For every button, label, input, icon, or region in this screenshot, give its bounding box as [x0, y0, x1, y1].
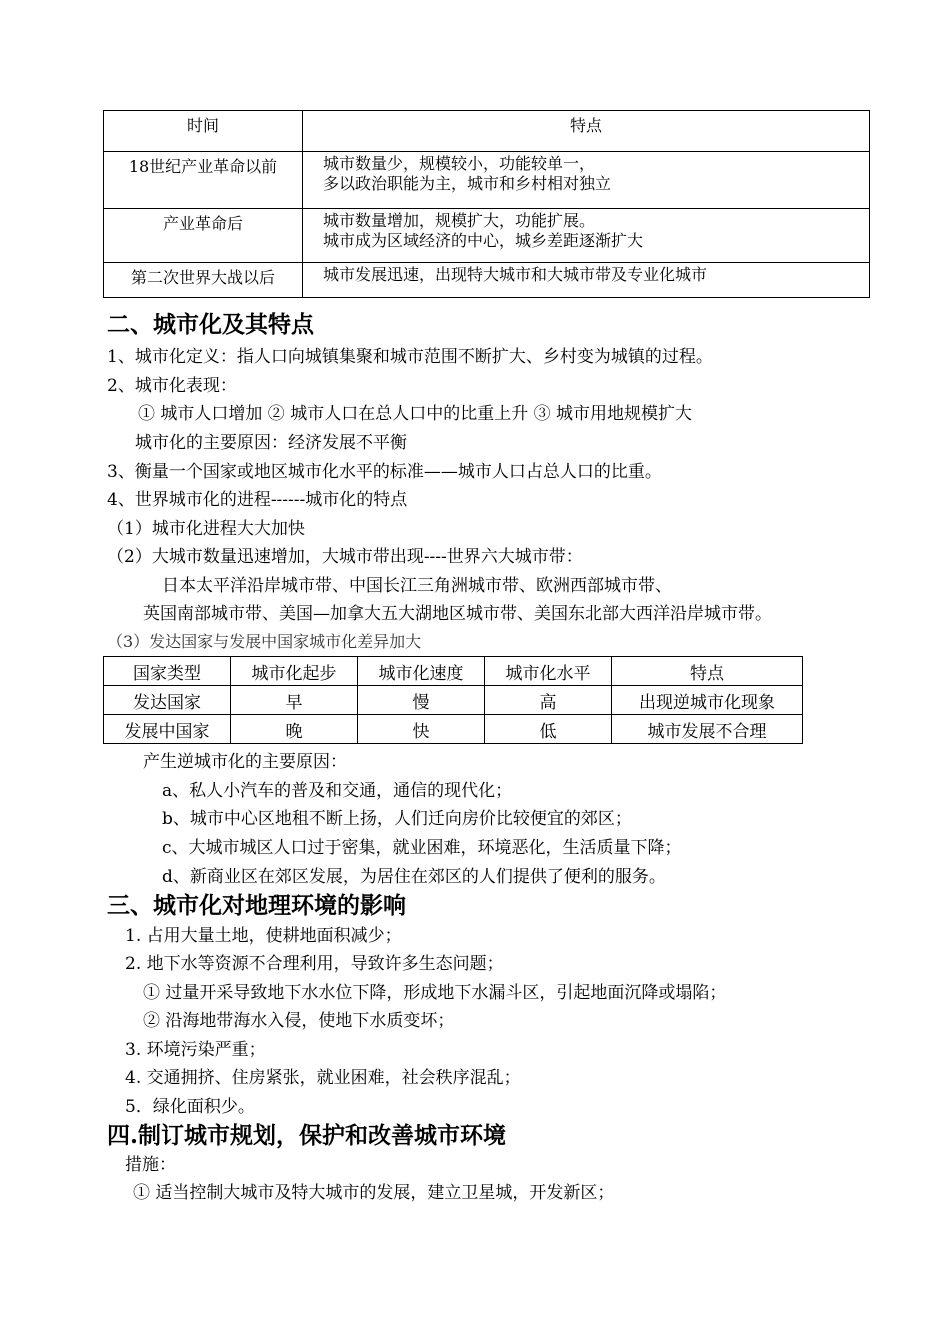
- text-line: 4、世界城市化的进程------城市化的特点: [107, 490, 408, 510]
- text-line: ① 适当控制大城市及特大城市的发展，建立卫星城，开发新区；: [133, 1183, 615, 1203]
- comparison-table: [103, 656, 803, 744]
- text-line: 英国南部城市带、美国—加拿大五大湖地区城市带、美国东北部大西洋沿岸城市带。: [143, 604, 772, 624]
- table-row: [104, 686, 803, 715]
- table-header-row: [104, 657, 803, 686]
- col-header: 城市化速度: [358, 657, 485, 686]
- text-line: ① 城市人口增加 ② 城市人口在总人口中的比重上升 ③ 城市用地规模扩大: [138, 404, 693, 424]
- col-header: 国家类型: [104, 657, 231, 686]
- text-line: d、新商业区在郊区发展，为居住在郊区的人们提供了便利的服务。: [162, 867, 666, 887]
- text-line: 日本太平洋沿岸城市带、中国长江三角洲城市带、欧洲西部城市带、: [162, 576, 672, 596]
- col-header-time: 时间: [104, 111, 303, 152]
- table-cell: 慢: [358, 686, 485, 715]
- text-line: 5．绿化面积少。: [125, 1097, 255, 1117]
- text-line: 产生逆城市化的主要原因：: [143, 752, 347, 772]
- table-cell: 晚: [231, 715, 358, 744]
- text-line: 3. 环境污染严重；: [125, 1040, 266, 1060]
- text-line: 措施：: [125, 1155, 176, 1175]
- text-line: 3、衡量一个国家或地区城市化水平的标准——城市人口占总人口的比重。: [107, 462, 662, 482]
- text-line: 1、城市化定义：指人口向城镇集聚和城市范围不断扩大、乡村变为城镇的过程。: [107, 347, 713, 367]
- cell-time: 产业革命后: [104, 209, 303, 263]
- table-cell: 发展中国家: [104, 715, 231, 744]
- table-cell: 早: [231, 686, 358, 715]
- text-line: 4. 交通拥挤、住房紧张，就业困难，社会秩序混乱；: [125, 1068, 521, 1088]
- text-line: 1. 占用大量土地，使耕地面积减少；: [125, 926, 402, 946]
- table-row: [104, 209, 870, 263]
- table-cell: 发达国家: [104, 686, 231, 715]
- cell-features: [303, 209, 870, 263]
- text-line: ① 过量开采导致地下水水位下降，形成地下水漏斗区，引起地面沉降或塌陷；: [143, 983, 727, 1003]
- feature-line: 多以政治职能为主，城市和乡村相对独立: [323, 174, 612, 193]
- text-line: 城市化的主要原因：经济发展不平衡: [135, 433, 407, 453]
- table-row: [104, 715, 803, 744]
- col-header: 特点: [612, 657, 803, 686]
- feature-line: 城市数量增加，规模扩大，功能扩展。: [323, 211, 596, 230]
- text-line: c、大城市城区人口过于密集，就业困难，环境恶化，生活质量下降；: [162, 838, 682, 858]
- table-row: [104, 263, 870, 298]
- table-cell: 快: [358, 715, 485, 744]
- table-cell: 低: [485, 715, 612, 744]
- feature-line: 城市数量少，规模较小，功能较单一，: [323, 154, 596, 173]
- cell-time: 18世纪产业革命以前: [104, 152, 303, 209]
- text-line: （2）大城市数量迅速增加，大城市带出现----世界六大城市带：: [107, 547, 583, 567]
- text-line: a、私人小汽车的普及和交通，通信的现代化；: [162, 781, 513, 801]
- text-line: ② 沿海地带海水入侵，使地下水质变坏；: [143, 1011, 455, 1031]
- history-table: [103, 110, 870, 298]
- feature-line: 城市成为区域经济的中心，城乡差距逐渐扩大: [323, 231, 644, 250]
- text-line: 2、城市化表现：: [107, 376, 237, 396]
- col-header: 城市化起步: [231, 657, 358, 686]
- table-row: [104, 152, 870, 209]
- section-heading: 四.制订城市规划，保护和改善城市环境: [107, 1122, 507, 1149]
- section-heading: 三、城市化对地理环境的影响: [107, 892, 406, 919]
- table-cell: 出现逆城市化现象: [612, 686, 803, 715]
- col-header-features: 特点: [303, 111, 870, 152]
- feature-line: 城市发展迅速，出现特大城市和大城市带及专业化城市: [323, 265, 708, 284]
- cell-features: [303, 152, 870, 209]
- cell-features: [303, 263, 870, 298]
- text-line: 2. 地下水等资源不合理利用，导致许多生态问题；: [125, 954, 504, 974]
- text-line: b、城市中心区地租不断上扬，人们迁向房价比较便宜的郊区；: [162, 809, 632, 829]
- section-heading: 二、城市化及其特点: [107, 311, 314, 338]
- col-header: 城市化水平: [485, 657, 612, 686]
- table-header-row: [104, 111, 870, 152]
- text-line: （3）发达国家与发展中国家城市化差异加大: [107, 632, 422, 651]
- text-line: （1）城市化进程大大加快: [107, 519, 305, 539]
- table-cell: 高: [485, 686, 612, 715]
- table-cell: 城市发展不合理: [612, 715, 803, 744]
- cell-time: 第二次世界大战以后: [104, 263, 303, 298]
